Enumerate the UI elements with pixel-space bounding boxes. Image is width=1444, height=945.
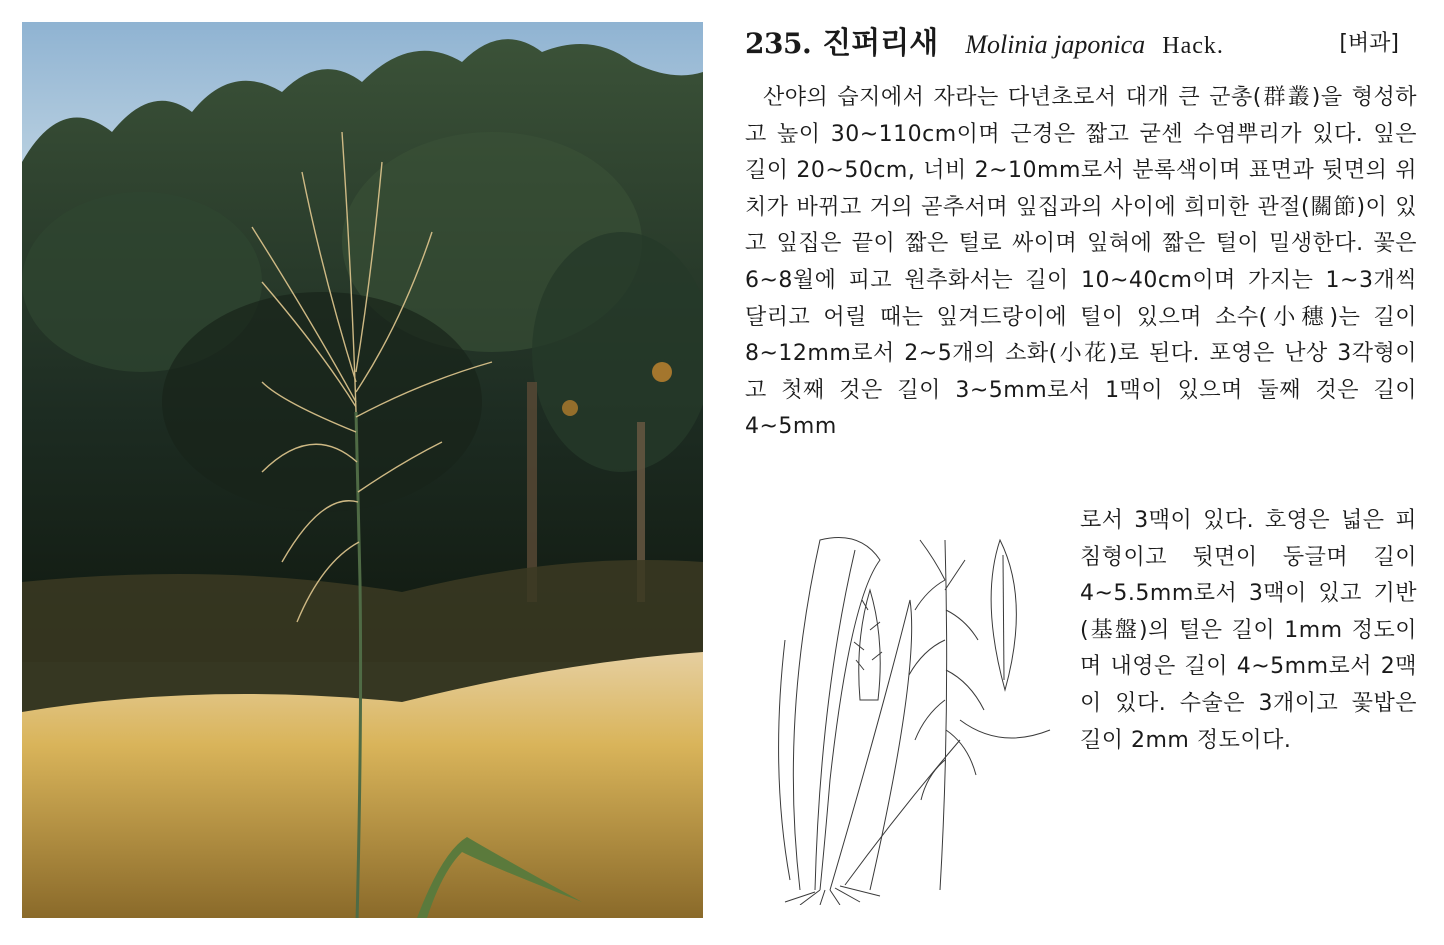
illustration-lines — [760, 520, 1060, 905]
photo-scene — [22, 22, 703, 918]
botanical-illustration — [760, 520, 1060, 905]
scientific-name: Molinia japonica — [965, 30, 1146, 59]
family-label: [벼과] — [1339, 31, 1399, 56]
author-abbreviation: Hack. — [1162, 33, 1224, 59]
entry-header — [745, 24, 1405, 68]
description-continuation — [1080, 503, 1417, 759]
description-continuation-text: 로서 3맥이 있다. 호영은 넓은 피침형이고 뒷면이 둥글며 길이 4~5.5mm로서 3맥이 있고 기반(基盤)의 털은 길이 1mm 정도이며 내영은 길이 4~5mm로서 2맥이 있다. 수술은 3개이고 꽃밥은 길이 2mm 정도이다. — [1080, 508, 1417, 753]
korean-name: 진퍼리새 — [822, 26, 939, 61]
plant-photo — [22, 22, 703, 918]
entry-number: 235. — [745, 27, 812, 60]
description-main-text: 산야의 습지에서 자라는 다년초로서 대개 큰 군총(群叢)을 형성하고 높이 30~110cm이며 근경은 짧고 굳센 수염뿌리가 있다. 잎은 길이 20~50cm, 너비 2~10mm로서 분록색이며 표면과 뒷면의 위치가 바뀌고 거의 곧추서며 잎집과의 사이에 희미한 관절(關節)이 있고 잎집은 끝이 짧은 털로 싸이며 잎혀에 짧은 털이 밀생한다. 꽃은 6~8월에 피고 원추화서는 길이 10~40cm이며 가지는 1~3개씩 달리고 어릴 때는 잎겨드랑이에 털이 있으며 소수(小穗)는 길이 8~12mm로서 2~5개의 소화(小花)로 된다. 포영은 난상 3각형이고 첫째 것은 길이 3~5mm로서 1맥이 있으며 둘째 것은 길이 4~5mm — [745, 85, 1417, 440]
description-main — [745, 80, 1417, 446]
